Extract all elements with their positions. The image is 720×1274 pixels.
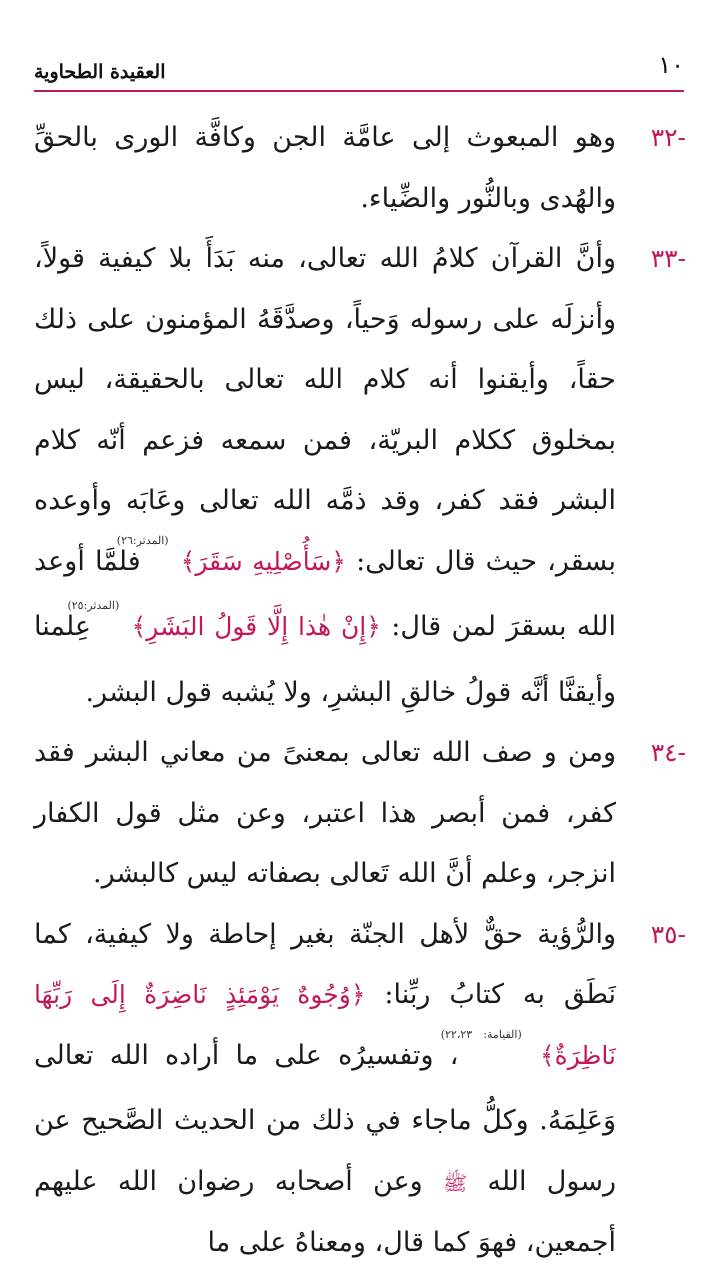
paragraph-34 bbox=[34, 723, 686, 905]
quran-quote: ﴿وُجُوهٌ يَوْمَئِذٍ نَاضِرَةٌ إِلَى رَبِّهَا نَاظِرَةٌ﴾ bbox=[34, 980, 616, 1070]
paragraph-number: -٣٢ bbox=[650, 123, 686, 152]
paragraph-text: وهو المبعوث إلى عامَّة الجن وكافَّة الورى بالحقِّ والهُدى وبالنُّور والضِّياء. bbox=[34, 122, 616, 214]
paragraph-text: وأنَّ القرآن كلامُ الله تعالى، منه بَدَأَ بلا كيفية قولاً، وأنزلَه على رسوله وَحياً، وصدَّقَهُ المؤمنون على ذلك حقاً، وأيقنوا أنه كلام الله تعالى بالحقيقة، ليس بمخلوق ككلام البريّة، فمن سمعه فزعم أنّه كلام البشر فقد كفر، وقد ذمَّه الله تعالى وعَابَه وأوعده بسقر، حيث قال تعالى: bbox=[34, 243, 617, 577]
paragraph-number: -٣٤ bbox=[650, 738, 686, 767]
quran-quote: ﴿إِنْ هٰذا إِلَّا قَولُ البَشَرِ﴾ bbox=[131, 612, 381, 641]
paragraph-32 bbox=[34, 108, 686, 229]
paragraph-text: فلمَّا أوعد الله بسقرَ لمن قال: bbox=[34, 545, 616, 642]
page-number: ١٠ bbox=[658, 51, 684, 79]
header-rule bbox=[34, 90, 684, 92]
paragraph-number: -٣٣ bbox=[650, 244, 686, 273]
paragraph-number: -٣٥ bbox=[650, 919, 686, 949]
paragraph-text: والرُّؤية حقٌّ لأهل الجنّة بغير إحاطة ولا كيفية، كما نَطَق به كتابُ ربِّنا: bbox=[34, 918, 616, 1010]
quran-quote: ﴿سَأُصْلِيهِ سَقَرَ﴾ bbox=[180, 546, 346, 576]
page-header bbox=[34, 50, 684, 90]
page-body bbox=[34, 108, 686, 1274]
paragraph-text: ومن و صف الله تعالى بمعنىً من معاني البشر فقد كفر، فمن أبصر هذا اعتبر، وعن مثل قول الكفار انزجر، وعلم أنَّ الله تَعالى بصفاته ليس كالبشر. bbox=[34, 737, 616, 889]
paragraph-35 bbox=[34, 905, 686, 1274]
verse-reference: (القيامة: ٢٢،٢٣) bbox=[440, 1027, 522, 1041]
salawat-glyph: ﷺ bbox=[442, 1170, 468, 1195]
running-title: العقيدة الطحاوية bbox=[34, 61, 166, 83]
paragraph-33 bbox=[34, 229, 686, 723]
verse-reference: (المدثر:٢٦) bbox=[116, 533, 169, 547]
paragraph-text: عِلمنا وأيقنَّا أنَّه قولُ خالقِ البشرِ، ولا يُشبه قول البشر. bbox=[34, 611, 616, 708]
paragraph-text: ، وتفسيرُه على ما أراده الله تعالى وَعَلِمَهُ. وكلُّ ماجاء في ذلك من الحديث الصَّحيح عن رسول الله bbox=[34, 1039, 616, 1197]
verse-reference: (المدثر:٢٥) bbox=[67, 599, 120, 612]
paragraph-text: وعن أصحابه رضوان الله عليهم أجمعين، فهوَ كما قال، ومعناهُ على ما bbox=[34, 1165, 616, 1258]
